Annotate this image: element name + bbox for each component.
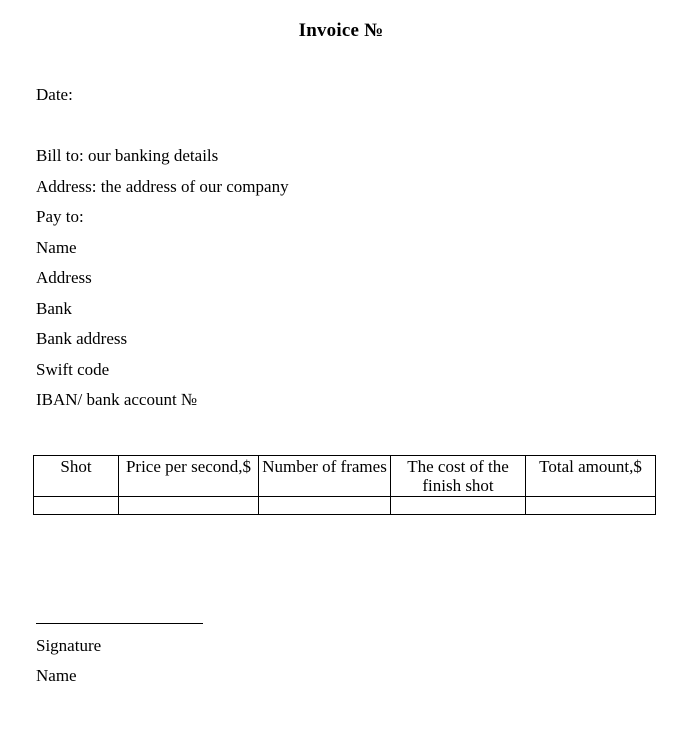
column-header-cost-of-finish-shot: The cost of the finish shot [391, 455, 526, 496]
column-header-number-of-frames: Number of frames [259, 455, 391, 496]
invoice-body [36, 80, 653, 515]
cell-shot [34, 496, 119, 514]
date-line: Date: [36, 85, 73, 104]
invoice-items-table [33, 455, 656, 515]
bill-to-line: Bill to: our banking details [36, 146, 219, 165]
column-header-price-per-second: Price per second,$ [119, 455, 259, 496]
pay-to-line: Pay to: [36, 207, 84, 226]
cell-number-of-frames [259, 496, 391, 514]
column-header-total-amount: Total amount,$ [526, 455, 656, 496]
column-header-shot: Shot [34, 455, 119, 496]
cell-price-per-second [119, 496, 259, 514]
table-row [34, 496, 656, 514]
table-header-row [34, 455, 656, 496]
cell-total-amount [526, 496, 656, 514]
company-address-line: Address: the address of our company [36, 176, 289, 196]
signature-line [36, 623, 203, 624]
payee-address-line: Address [36, 268, 92, 287]
payee-name-line: Name [36, 237, 77, 257]
page-title: Invoice № [298, 20, 384, 41]
signature-block [36, 631, 653, 692]
signer-name-label: Name [36, 666, 77, 685]
cell-cost-of-finish-shot [391, 496, 526, 514]
bank-address-line: Bank address [36, 329, 128, 348]
swift-code-line: Swift code [36, 359, 110, 379]
signature-label: Signature [36, 635, 102, 655]
iban-line: IBAN/ bank account № [36, 390, 198, 409]
bank-line: Bank [36, 298, 72, 318]
